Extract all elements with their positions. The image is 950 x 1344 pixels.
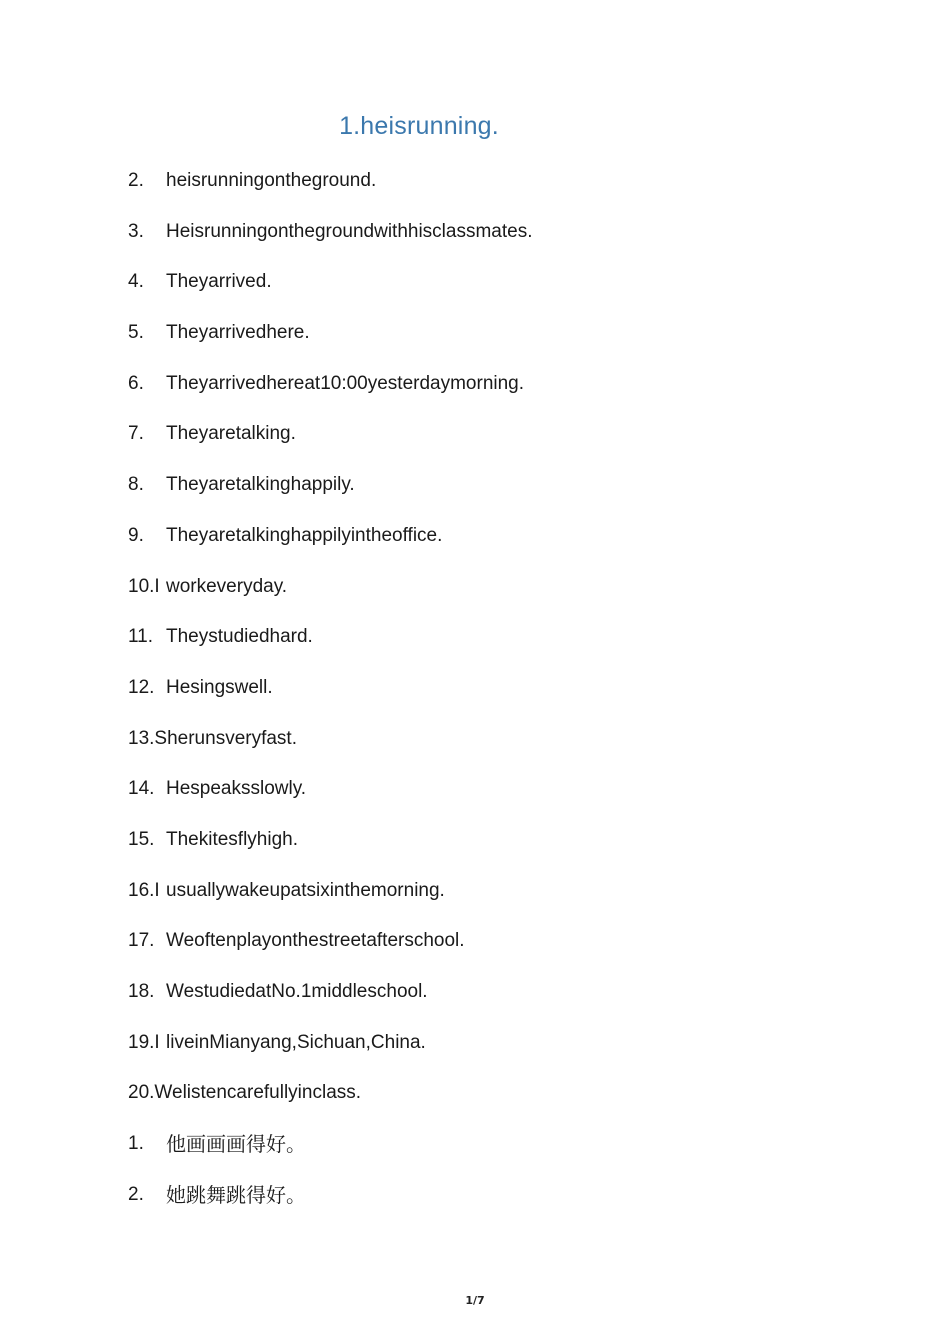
item-text: Sherunsveryfast. [154,727,297,749]
list-item [128,523,532,574]
item-number: 5. [128,322,144,344]
item-number: 17. [128,930,155,952]
item-text: Hespeaksslowly. [166,778,307,800]
list-item [128,574,532,625]
item-text: Welistencarefullyinclass. [154,1082,362,1104]
page-number: 1/7 [465,1294,485,1307]
item-number: 6. [128,372,144,394]
list-item [128,827,532,878]
item-number: 7. [128,423,144,445]
item-text: Theyarrivedhereat10:00yesterdaymorning. [166,372,525,394]
item-number: 11. [128,626,154,648]
item-text: Theystudiedhard. [166,626,313,648]
list-item [128,168,532,219]
item-text: usuallywakeupatsixinthemorning. [166,879,445,901]
item-number: 15. [128,828,155,850]
item-number: 13. [128,727,155,749]
list-item [128,624,532,675]
list-item [128,219,532,270]
document-title: 1.heisrunning. [339,112,499,140]
list-item [128,1131,532,1182]
item-text: 她跳舞跳得好。 [166,1182,306,1207]
item-number: 20. [128,1082,155,1104]
item-text: Weoftenplayonthestreetafterschool. [166,930,465,952]
item-number: 16.I [128,879,160,901]
sentence-list [128,168,532,1232]
item-number: 4. [128,271,144,293]
list-item [128,675,532,726]
item-text: Heisrunningonthegroundwithhisclassmates. [166,220,533,242]
item-number: 2. [128,170,144,191]
item-number: 3. [128,220,144,242]
item-text: Hesingswell. [166,676,273,698]
list-item [128,269,532,320]
list-item [128,979,532,1030]
item-text: WestudiedatNo.1middleschool. [166,981,428,1002]
item-text: Theyaretalking. [166,423,296,445]
list-item [128,320,532,371]
list-item [128,878,532,929]
list-item [128,726,532,777]
item-number: 10.I [128,575,160,597]
list-item [128,1182,532,1233]
item-text: Theyaretalkinghappily. [166,474,355,496]
item-text: liveinMianyang,Sichuan,China. [166,1031,426,1053]
item-number: 9. [128,524,144,546]
item-number: 14. [128,778,155,800]
item-number: 1. [128,1133,144,1155]
list-item [128,928,532,979]
item-number: 18. [128,981,155,1002]
item-text: Theyaretalkinghappilyintheoffice. [166,524,443,546]
list-item [128,1030,532,1081]
item-text: Thekitesflyhigh. [166,828,299,850]
list-item [128,1080,532,1131]
list-item [128,371,532,422]
item-number: 2. [128,1183,144,1205]
item-number: 12. [128,676,155,698]
list-item [128,472,532,523]
item-number: 8. [128,474,144,496]
list-item [128,421,532,472]
list-item [128,776,532,827]
item-text: heisrunningontheground. [166,170,377,191]
item-text: Theyarrived. [166,271,272,293]
item-text: 他画画画得好。 [166,1132,306,1157]
item-text: workeveryday. [166,575,288,597]
item-number: 19.I [128,1031,160,1053]
item-text: Theyarrivedhere. [166,322,310,344]
